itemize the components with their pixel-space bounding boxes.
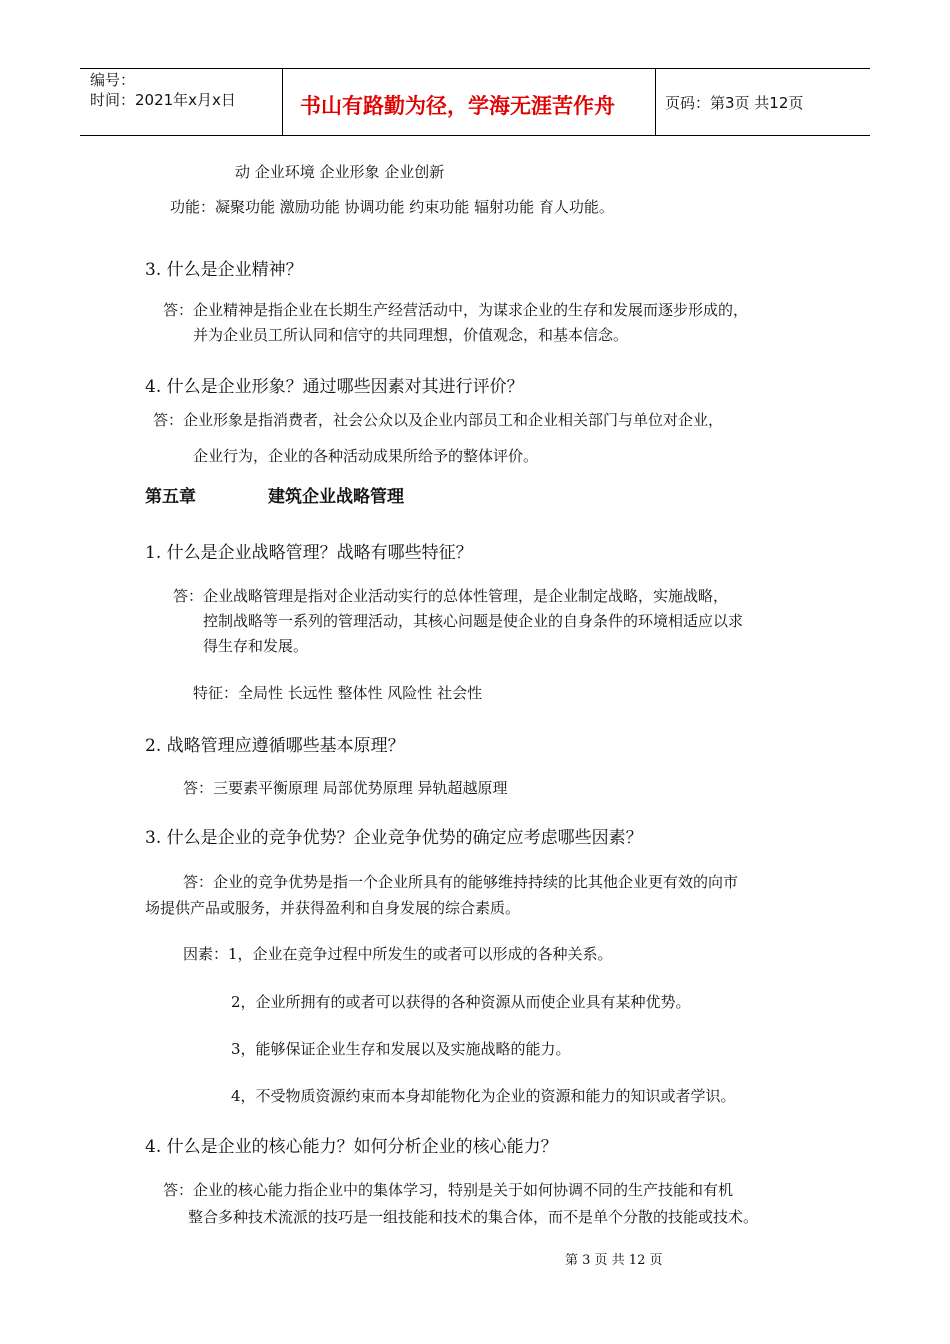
chapter5-factor-1: 因素：1，企业在竞争过程中所发生的或者可以形成的各种关系。 [183,945,613,963]
answer-4-line-2: 企业行为，企业的各种活动成果所给予的整体评价。 [193,447,539,465]
chapter5-question-1: 1. 什么是企业战略管理？战略有哪些特征？ [145,543,473,563]
chapter-number: 第五章 [145,487,196,507]
chapter5-question-3: 3. 什么是企业的竞争优势？企业竞争优势的确定应考虑哪些因素？ [145,828,643,848]
page-footer: 第 3 页 共 12 页 [565,1253,663,1268]
answer-3-line-2: 并为企业员工所认同和信守的共同理想，价值观念，和基本信念。 [193,326,629,344]
chapter5-factor-2: 2，企业所拥有的或者可以获得的各种资源从而使企业具有某种优势。 [231,993,691,1011]
chapter5-answer-4-line-1: 答：企业的核心能力指企业中的集体学习，特别是关于如何协调不同的生产技能和有机 [163,1181,734,1199]
function-list: 功能：凝聚功能 激励功能 协调功能 约束功能 辐射功能 育人功能。 [170,198,614,216]
chapter5-features: 特征：全局性 长远性 整体性 风险性 社会性 [193,684,483,702]
chapter5-factor-3: 3，能够保证企业生存和发展以及实施战略的能力。 [231,1040,571,1058]
chapter5-answer-1-line-2: 控制战略等一系列的管理活动，其核心问题是使企业的自身条件的环境相适应以求 [203,612,744,630]
answer-3-line-1: 答：企业精神是指企业在长期生产经营活动中，为谋求企业的生存和发展而逐步形成的， [163,301,749,319]
chapter-title: 建筑企业战略管理 [268,487,404,507]
question-4: 4. 什么是企业形象？通过哪些因素对其进行评价？ [145,377,524,397]
header-bottom-border [80,135,870,136]
chapter5-factor-4: 4，不受物质资源约束而本身却能物化为企业的资源和能力的知识或者学识。 [231,1087,736,1105]
chapter5-question-2: 2. 战略管理应遵循哪些基本原理？ [145,736,405,756]
chapter5-answer-1-line-3: 得生存和发展。 [203,637,309,655]
header-time-label: 时间：2021年x月x日 [90,91,236,109]
header-divider-left [282,68,283,136]
chapter5-question-4: 4. 什么是企业的核心能力？如何分析企业的核心能力？ [145,1137,558,1157]
header-divider-right [655,68,656,136]
chapter5-answer-3-line-2: 场提供产品或服务，并获得盈利和自身发展的综合素质。 [145,899,521,917]
header-top-border [80,68,870,69]
function-list-tail: 动 企业环境 企业形象 企业创新 [235,163,445,181]
header-page-label: 页码：第3页 共12页 [665,94,804,112]
question-3: 3. 什么是企业精神？ [145,260,303,280]
answer-4-line-1: 答：企业形象是指消费者，社会公众以及企业内部员工和企业相关部门与单位对企业， [153,411,724,429]
chapter5-answer-1-line-1: 答：企业战略管理是指对企业活动实行的总体性管理，是企业制定战略，实施战略， [173,587,729,605]
chapter5-answer-4-line-2: 整合多种技术流派的技巧是一组技能和技术的集合体，而不是单个分散的技能或技术。 [188,1208,759,1226]
chapter5-answer-3-line-1: 答：企业的竞争优势是指一个企业所具有的能够维持持续的比其他企业更有效的向市 [183,873,739,891]
header-number-label: 编号： [90,71,136,89]
header-motto: 书山有路勤为径，学海无涯苦作舟 [300,94,615,118]
chapter5-answer-2: 答：三要素平衡原理 局部优势原理 异轨超越原理 [183,779,508,797]
